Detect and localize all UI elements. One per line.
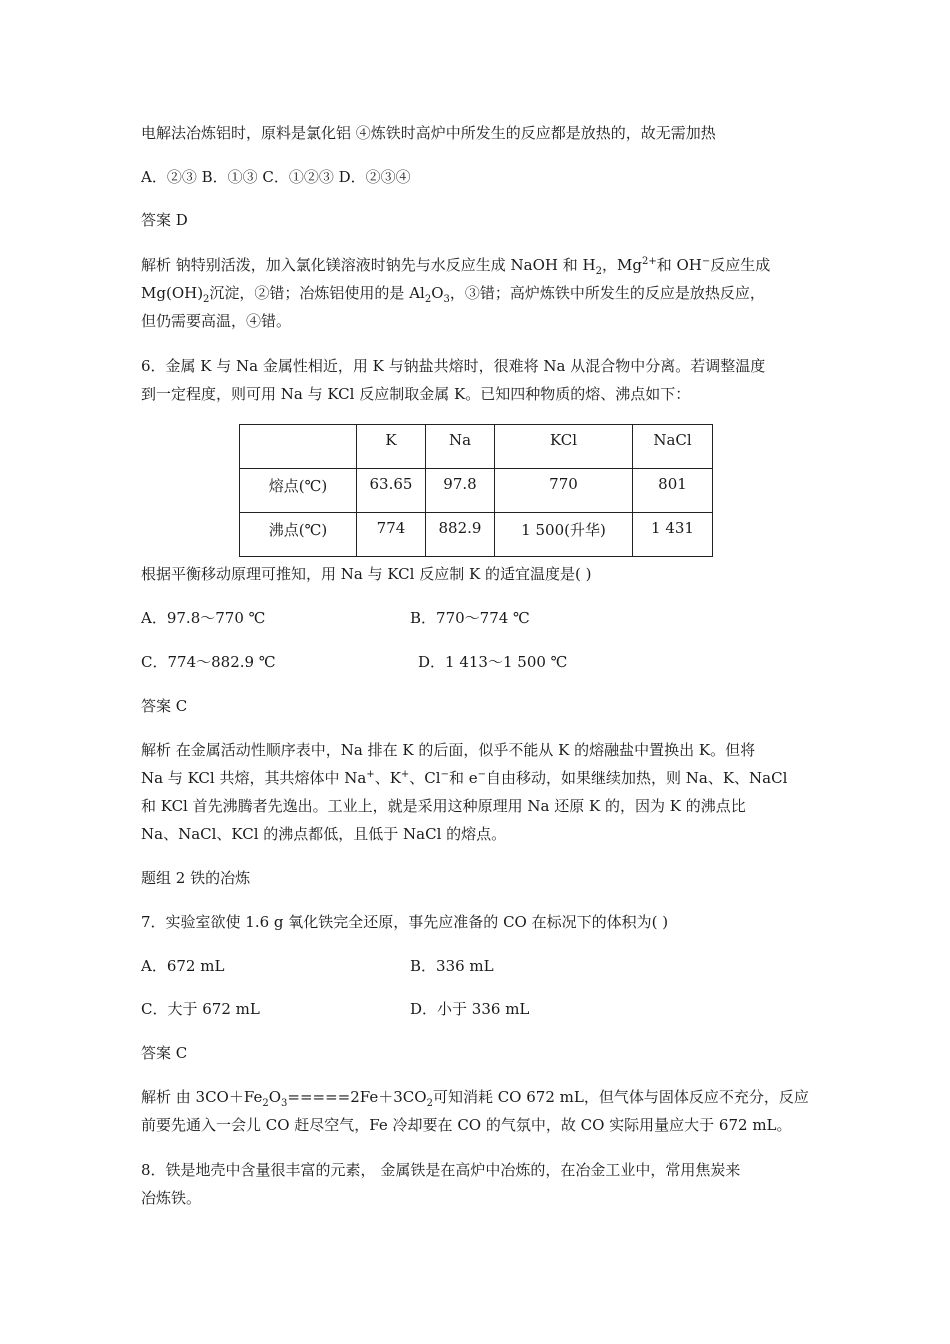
text-span: 可知消耗 CO 672 mL，但气体与固体反应不充分，反应: [432, 1088, 809, 1106]
text-span: O: [431, 284, 444, 302]
question-line: 7．实验室欲使 1.6 g 氧化铁完全还原，事先应准备的 CO 在标况下的体积为( ): [141, 913, 669, 931]
question-line: 冶炼铁。: [141, 1189, 202, 1207]
table-cell: 97.8: [426, 469, 495, 513]
table-cell: [240, 425, 357, 469]
question-line: 8．铁是地壳中含量很丰富的元素， 金属铁是在高炉中冶炼的，在冶金工业中，常用焦炭来: [141, 1161, 741, 1179]
subscript: 2: [203, 294, 210, 305]
option-d: D．1 413～1 500 ℃: [418, 653, 568, 671]
text-span: ，Mg: [601, 256, 642, 274]
table-cell: K: [357, 425, 426, 469]
subscript: 2: [595, 266, 602, 277]
table-row: [240, 469, 713, 513]
analysis-line: 和 KCl 首先沸腾者先逸出。工业上，就是采用这种原理用 Na 还原 K 的，因为 K 的沸点比: [141, 797, 746, 815]
table-cell: 774: [357, 513, 426, 557]
option-c: C．774～882.9 ℃: [141, 653, 276, 671]
analysis-line: [141, 768, 787, 788]
subscript: 3: [281, 1098, 288, 1109]
options-line: A．②③ B．①③ C．①②③ D．②③④: [141, 168, 411, 186]
answer-line: 答案 C: [141, 1044, 188, 1062]
option-a: A．97.8～770 ℃: [141, 609, 266, 627]
text-span: O: [268, 1088, 282, 1106]
table-cell: 770: [495, 469, 633, 513]
question-line: 6．金属 K 与 Na 金属性相近，用 K 与钠盐共熔时，很难将 Na 从混合物中分离。若调整温度: [141, 357, 766, 375]
subscript: 3: [443, 294, 450, 305]
analysis-line: 解析 在金属活动性顺序表中，Na 排在 K 的后面，似乎不能从 K 的熔融盐中置换出 K。但将: [141, 741, 756, 759]
subscript: 2: [426, 1098, 433, 1109]
table-cell: 1 431: [633, 513, 713, 557]
superscript: 2+: [641, 256, 657, 267]
text-span: 、Cl: [409, 769, 441, 787]
text-span: 自由移动，如果继续加热，则 Na、K、NaCl: [486, 769, 788, 787]
text-line: 电解法冶炼铝时，原料是氯化铝 ④炼铁时高炉中所发生的反应都是放热的，故无需加热: [141, 124, 716, 142]
text-span: =====2Fe＋3CO: [287, 1088, 427, 1106]
table-cell: 882.9: [426, 513, 495, 557]
text-span: ，③错；高炉炼铁中所发生的反应是放热反应，: [449, 284, 765, 302]
superscript: −: [477, 769, 487, 780]
table-cell: 63.65: [357, 469, 426, 513]
table-cell: 801: [633, 469, 713, 513]
option-b: B．770～774 ℃: [410, 609, 530, 627]
subscript: 2: [262, 1098, 269, 1109]
question-line: 到一定程度，则可用 Na 与 KCl 反应制取金属 K。已知四种物质的熔、沸点如下：: [141, 385, 691, 403]
table-cell: 沸点(℃): [240, 513, 357, 557]
superscript: −: [440, 769, 449, 780]
text-span: 沉淀，②错；冶炼铝使用的是 Al: [209, 284, 425, 302]
answer-line: 答案 D: [141, 211, 188, 229]
text-span: Na 与 KCl 共熔，其共熔体中 Na: [141, 769, 367, 787]
table-header-row: [240, 425, 713, 469]
analysis-line: [141, 283, 765, 303]
text-span: 解析 由 3CO＋Fe: [141, 1088, 263, 1106]
option-d: D．小于 336 mL: [410, 1000, 530, 1018]
option-b: B．336 mL: [410, 957, 494, 975]
question-line: 根据平衡移动原理可推知，用 Na 与 KCl 反应制 K 的适宜温度是( ): [141, 565, 592, 583]
option-a: A．672 mL: [141, 957, 225, 975]
text-span: 、K: [374, 769, 401, 787]
table-cell: NaCl: [633, 425, 713, 469]
table-cell: 1 500(升华): [495, 513, 633, 557]
subscript: 2: [424, 294, 432, 305]
option-c: C．大于 672 mL: [141, 1000, 260, 1018]
text-span: 和 e: [448, 769, 478, 787]
analysis-line: Na、NaCl、KCl 的沸点都低，且低于 NaCl 的熔点。: [141, 825, 507, 843]
table-cell: KCl: [495, 425, 633, 469]
text-span: 和 OH: [656, 256, 702, 274]
section-heading: 题组 2 铁的冶炼: [141, 869, 251, 887]
table-cell: Na: [426, 425, 495, 469]
superscript: +: [366, 769, 375, 780]
superscript: +: [400, 769, 410, 780]
analysis-line: [141, 255, 770, 275]
analysis-line: 但仍需要高温，④错。: [141, 312, 292, 330]
text-span: Mg(OH): [141, 284, 204, 302]
analysis-line: 前要先通入一会儿 CO 赶尽空气，Fe 冷却要在 CO 的气氛中，故 CO 实际用量应大于 672 mL。: [141, 1116, 792, 1134]
answer-line: 答案 C: [141, 697, 188, 715]
text-span: 解析 钠特别活泼，加入氯化镁溶液时钠先与水反应生成 NaOH 和 H: [141, 256, 596, 274]
analysis-line: [141, 1087, 809, 1107]
table-row: [240, 513, 713, 557]
superscript: −: [701, 256, 711, 267]
melting-boiling-table: [239, 424, 713, 557]
text-span: 反应生成: [710, 256, 771, 274]
table-cell: 熔点(℃): [240, 469, 357, 513]
